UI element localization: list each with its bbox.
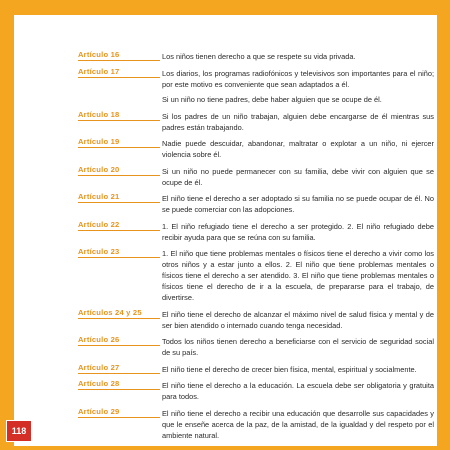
article-22: [78, 221, 434, 243]
article-label: Artículo 22: [78, 220, 160, 231]
article-label: Artículo 26: [78, 335, 160, 346]
article-label: Artículo 18: [78, 110, 160, 121]
article-label: Artículo 23: [78, 247, 160, 258]
article-21: [78, 193, 434, 215]
article-16: [78, 51, 434, 62]
article-17: [78, 68, 434, 90]
article-text: El niño tiene el derecho a la educación. La escuela debe ser obligatoria y gratuita para todos.: [162, 381, 434, 401]
article-text: Si un niño no tiene padres, debe haber alguien que se ocupe de él.: [162, 95, 382, 104]
article-29: [78, 408, 434, 441]
article-20: [78, 166, 434, 188]
page: [14, 15, 437, 446]
article-label: Artículo 17: [78, 67, 160, 78]
article-label: Artículo 19: [78, 137, 160, 148]
article-text: 1. El niño refugiado tiene el derecho a ser protegido. 2. El niño refugiado debe recibir ayuda para que se reúna con su familia.: [162, 221, 434, 242]
article-27: [78, 364, 434, 375]
article-23: [78, 248, 434, 303]
article-text: El niño tiene el derecho de crecer bien física, mental, espiritual y socialmente.: [162, 364, 417, 374]
article-text: Si los padres de un niño trabajan, alguien debe encargarse de él mientras sus padres están trabajando.: [162, 111, 434, 132]
articles-list: [78, 51, 434, 446]
article-label: Artículo 28: [78, 379, 160, 390]
article-label: Artículos 24 y 25: [78, 308, 160, 319]
article-28: [78, 380, 434, 402]
article-text: Si un niño no puede permanecer con su familia, debe vivir con alguien que se ocupe de él.: [162, 166, 434, 187]
article-text: El niño tiene el derecho a ser adoptado si su familia no se puede ocupar de él. No se puede comerciar con las adopciones.: [162, 194, 434, 214]
article-label: Artículo 27: [78, 363, 160, 374]
article-label: Artículo 20: [78, 165, 160, 176]
article-text: Nadie puede descuidar, abandonar, maltratar o explotar a un niño, ni ejercer violencia sobre él.: [162, 139, 434, 159]
article-text: Todos los niños tienen derecho a beneficiarse con el servicio de seguridad social de su país.: [162, 337, 434, 357]
article-24-25: [78, 309, 434, 331]
article-text: 1. El niño que tiene problemas mentales o físicos tiene el derecho a vivir como los otros niños y a estar junto a ellos. 2. El niño que tiene problemas mentales o físicos tiene el derecho a ser atendido. 3. El niño que tiene problemas mentales o físicos tiene el derecho de ir a la escuela, de prepararse para el trabajo, de divertirse.: [162, 249, 434, 302]
article-18: [78, 111, 434, 133]
article-text: El niño tiene el derecho a recibir una educación que desarrolle sus capacidades y que le enseñe acerca de la paz, de la amistad, de la igualdad y del respeto por el ambiente natural.: [162, 408, 434, 440]
article-26: [78, 336, 434, 358]
article-label: Artículo 29: [78, 407, 160, 418]
article-19: [78, 138, 434, 160]
article-label: Artículo 16: [78, 50, 160, 61]
article-text: Los niños tienen derecho a que se respete su vida privada.: [162, 52, 356, 61]
article-label: Artículo 21: [78, 192, 160, 203]
article-text: Los diarios, los programas radiofónicos y televisivos son importantes para el niño; por este motivo es conveniente que sean adaptados a él.: [162, 68, 434, 89]
article-17-continuation: [78, 94, 434, 105]
article-text: El niño tiene el derecho de alcanzar el máximo nivel de salud física y mental y de ser bien atendido o internado cuando tenga necesidad.: [162, 309, 434, 330]
page-number: 118: [6, 420, 32, 442]
